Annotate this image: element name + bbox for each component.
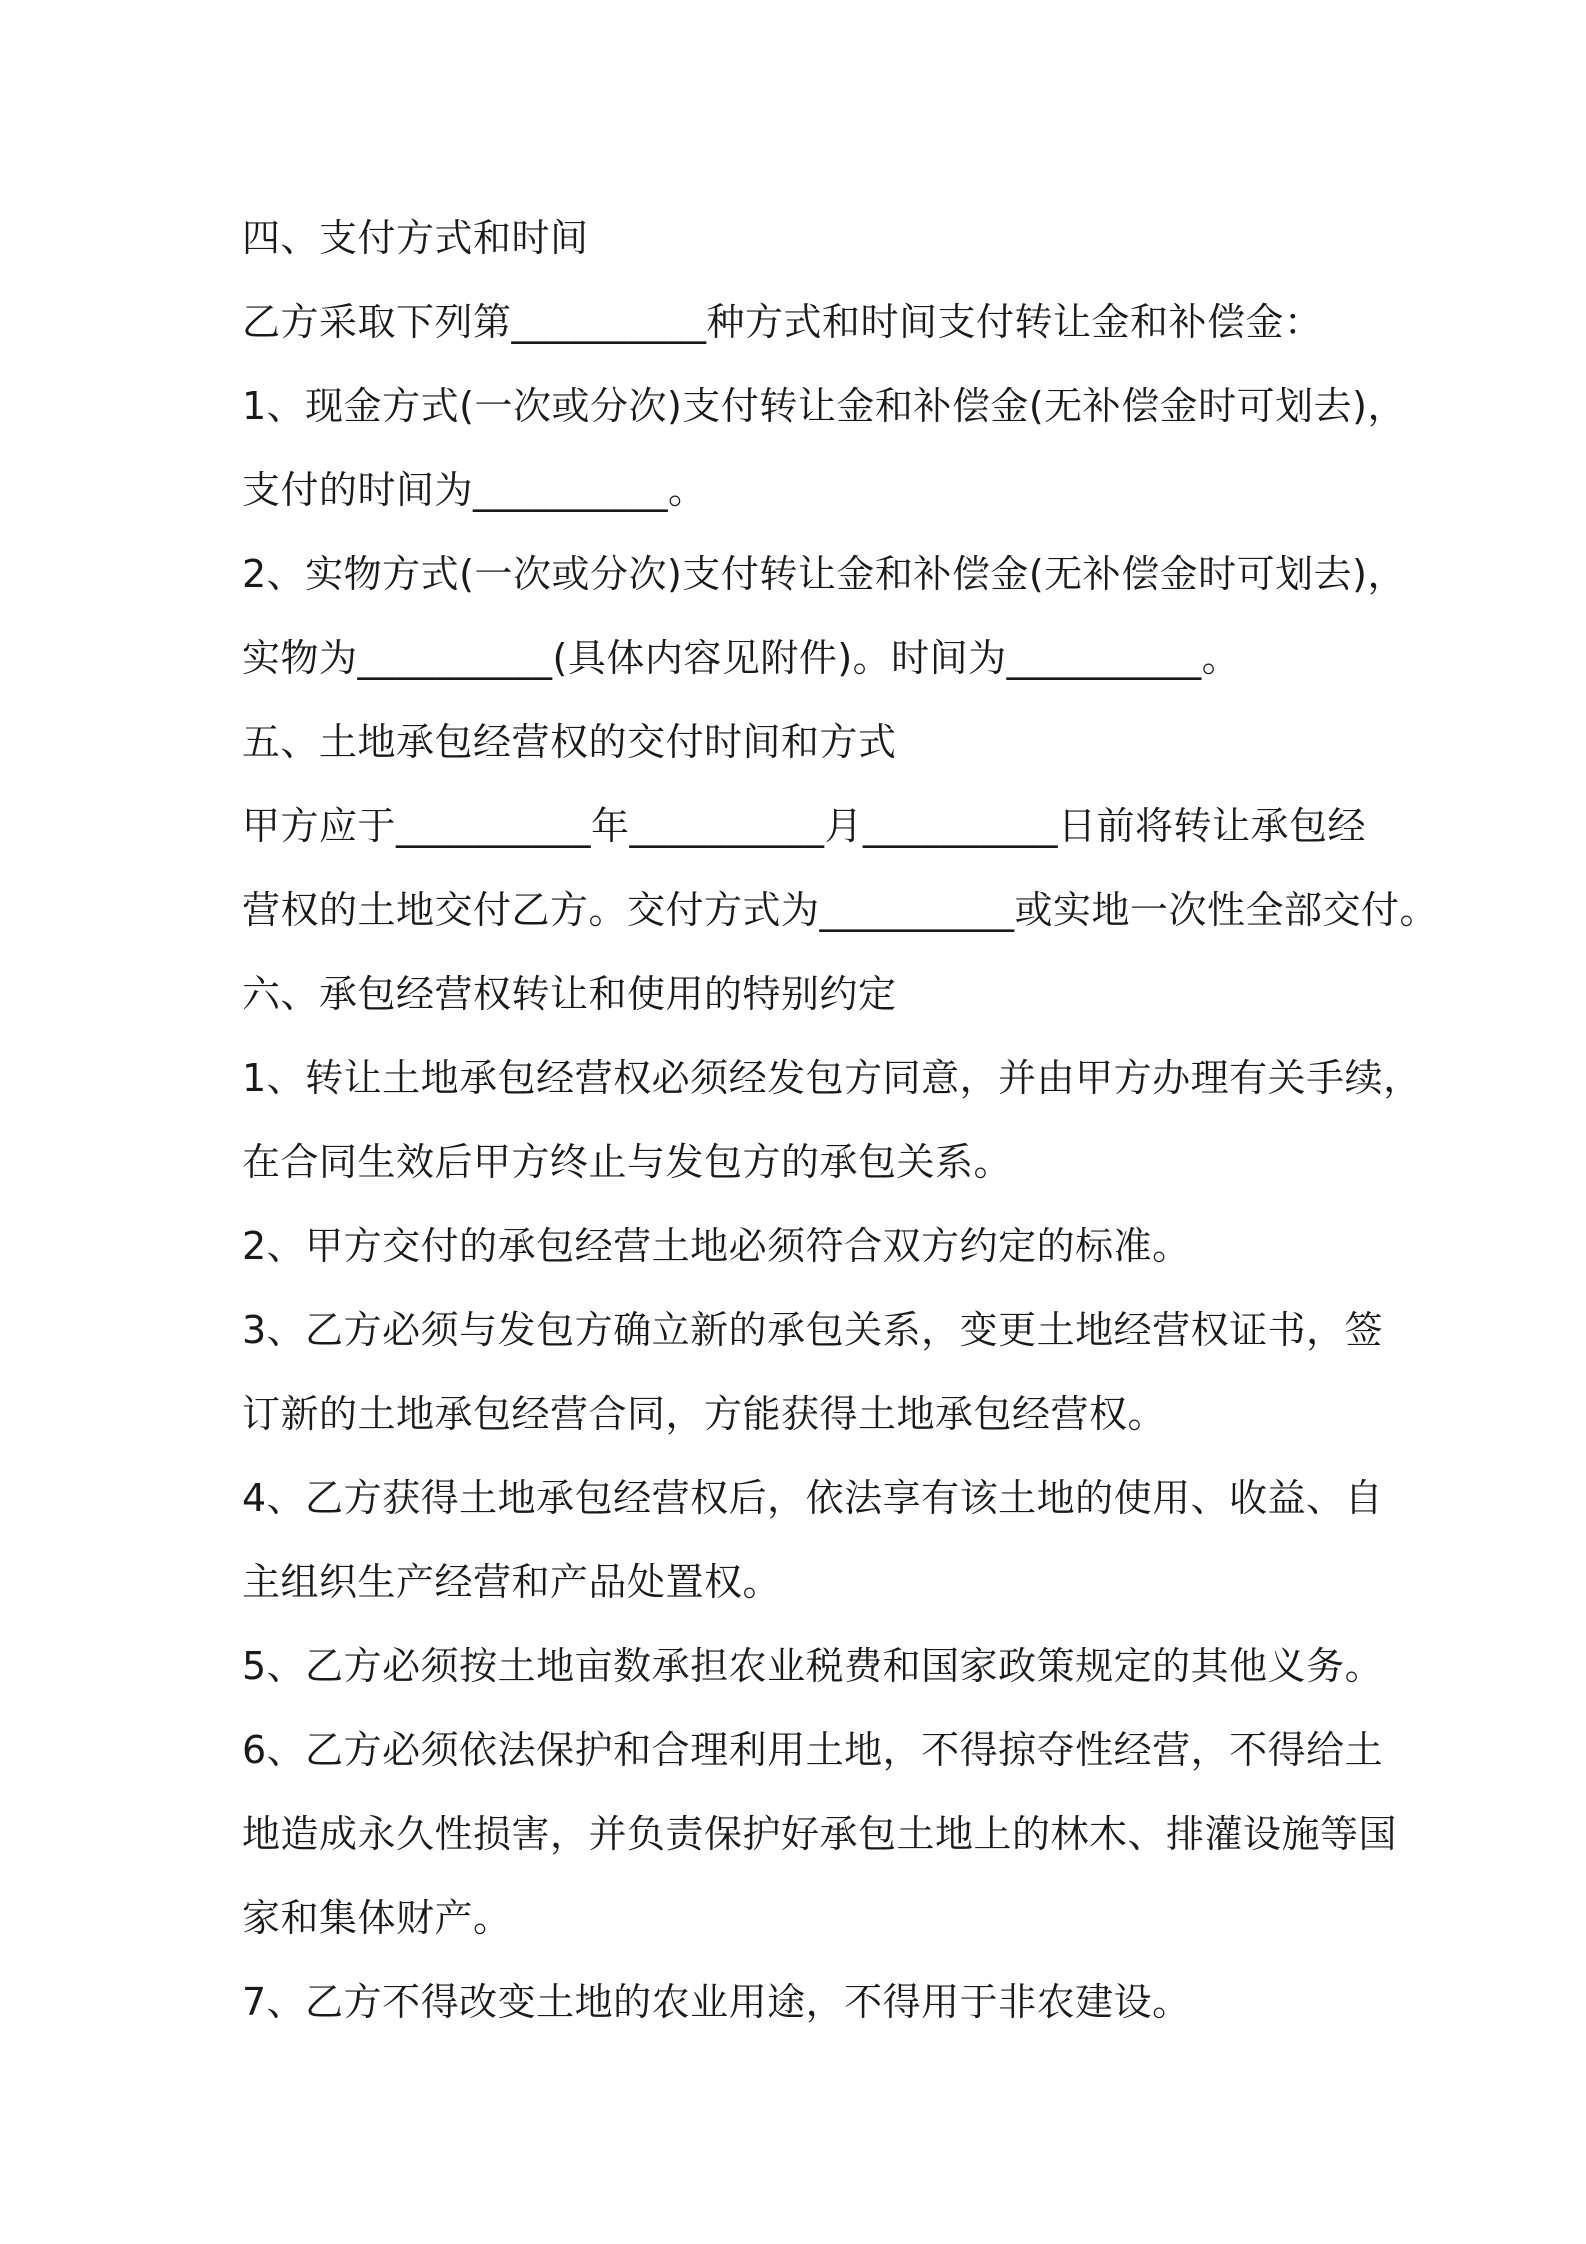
paragraph-line: 乙方采取下列第__________种方式和时间支付转让金和补偿金： [242, 300, 1323, 344]
paragraph-line: 家和集体财产。 [242, 1896, 512, 1940]
section-heading-payment: 四、支付方式和时间 [242, 216, 589, 260]
paragraph-line: 3、乙方必须与发包方确立新的承包关系，变更土地经营权证书，签 [242, 1308, 1384, 1352]
paragraph-line: 2、甲方交付的承包经营土地必须符合双方约定的标准。 [242, 1224, 1191, 1268]
paragraph-line: 1、转让土地承包经营权必须经发包方同意，并由甲方办理有关手续， [242, 1056, 1422, 1100]
paragraph-line: 6、乙方必须依法保护和合理利用土地，不得掠夺性经营，不得给土 [242, 1728, 1384, 1772]
paragraph-line: 营权的土地交付乙方。交付方式为__________或实地一次性全部交付。 [242, 888, 1439, 932]
paragraph-line: 实物为__________(具体内容见附件)。时间为__________。 [242, 636, 1241, 680]
paragraph-line: 地造成永久性损害，并负责保护好承包土地上的林木、排灌设施等国 [242, 1812, 1398, 1856]
paragraph-line: 主组织生产经营和产品处置权。 [242, 1560, 782, 1604]
document-body [242, 196, 1439, 2044]
paragraph-line: 支付的时间为__________。 [242, 468, 707, 512]
paragraph-line: 2、实物方式(一次或分次)支付转让金和补偿金(无补偿金时可划去)， [242, 552, 1406, 596]
paragraph-line: 7、乙方不得改变土地的农业用途，不得用于非农建设。 [242, 1980, 1191, 2024]
paragraph-line: 订新的土地承包经营合同，方能获得土地承包经营权。 [242, 1392, 1167, 1436]
paragraph-line: 甲方应于__________年__________月__________日前将转让承包经 [242, 804, 1367, 848]
section-heading-special-terms: 六、承包经营权转让和使用的特别约定 [242, 972, 897, 1016]
paragraph-line: 在合同生效后甲方终止与发包方的承包关系。 [242, 1140, 1013, 1184]
section-heading-delivery: 五、土地承包经营权的交付时间和方式 [242, 720, 897, 764]
paragraph-line: 5、乙方必须按土地亩数承担农业税费和国家政策规定的其他义务。 [242, 1644, 1384, 1688]
paragraph-line: 1、现金方式(一次或分次)支付转让金和补偿金(无补偿金时可划去)， [242, 384, 1406, 428]
paragraph-line: 4、乙方获得土地承包经营权后，依法享有该土地的使用、收益、自 [242, 1476, 1384, 1520]
